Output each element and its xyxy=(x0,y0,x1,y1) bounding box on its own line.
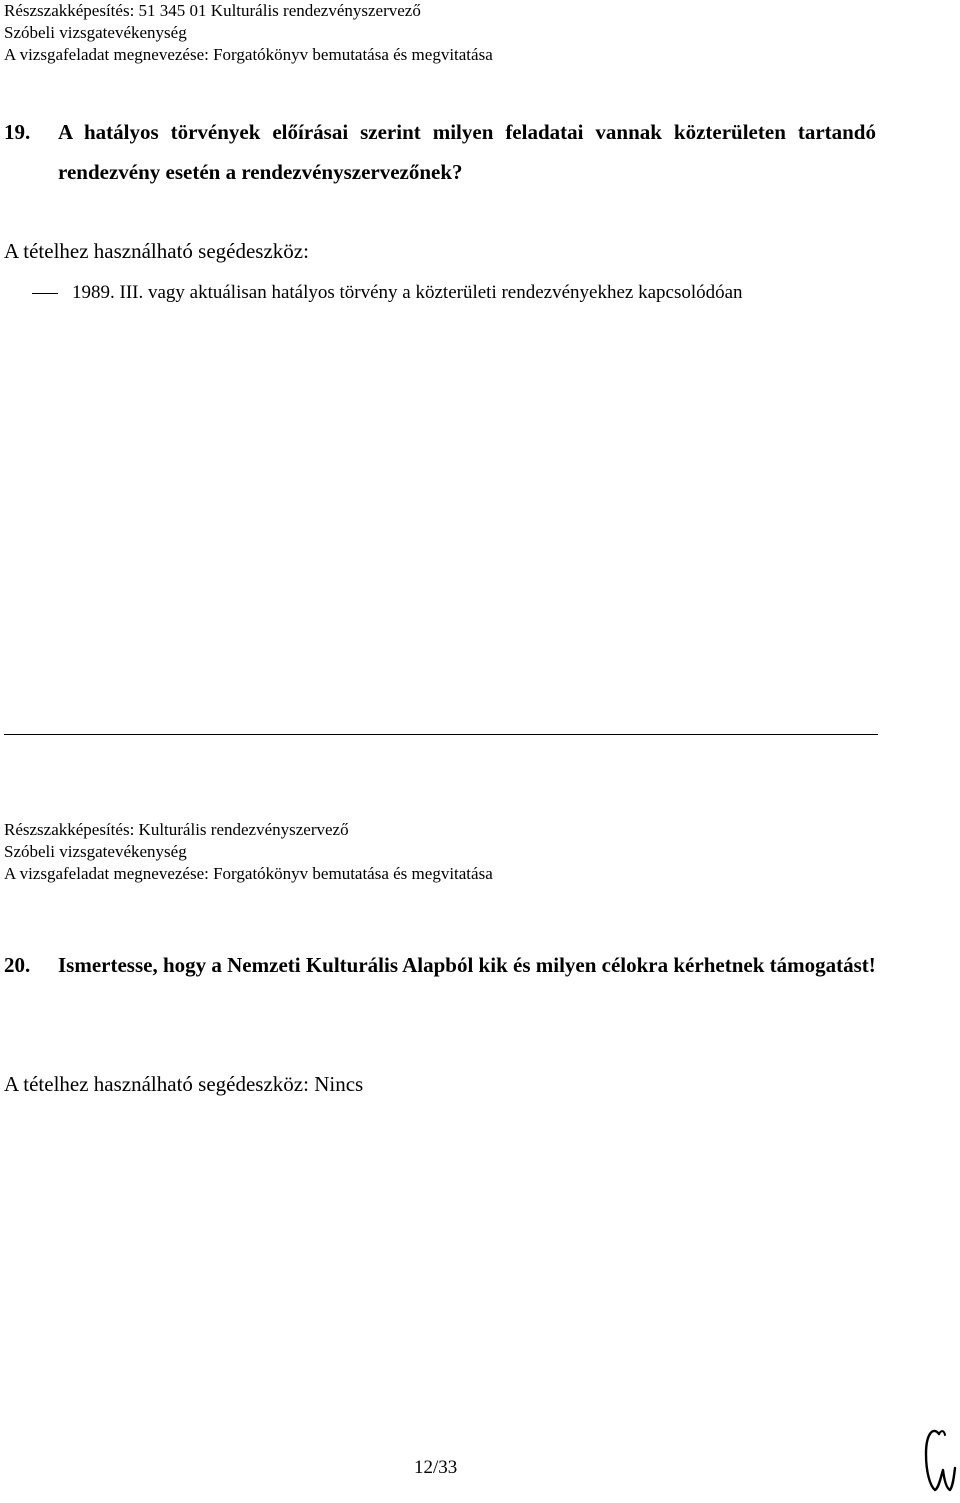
question-19-aid-label: A tételhez használható segédeszköz: xyxy=(4,239,309,263)
question-19-aid-item xyxy=(32,282,743,304)
question-19-aid-text: 1989. III. vagy aktuálisan hatályos törvény a közterületi rendezvényekhez kapcsolódóan xyxy=(72,282,743,303)
header-activity-2: Szóbeli vizsgatevékenység xyxy=(4,842,187,861)
page-number: 12/33 xyxy=(414,1457,458,1478)
signature-mark xyxy=(918,1418,958,1498)
header-qualification: Részszakképesítés: 51 345 01 Kulturális rendezvényszervező xyxy=(4,1,421,20)
header-activity: Szóbeli vizsgatevékenység xyxy=(4,23,187,42)
section-divider xyxy=(4,734,878,735)
dash-bullet xyxy=(32,293,58,294)
header-task-name: A vizsgafeladat megnevezése: Forgatókönyv bemutatása és megvitatása xyxy=(4,45,493,64)
question-19-number: 19. xyxy=(4,120,31,144)
question-19-text: A hatályos törvények előírásai szerint milyen feladatai vannak közterületen tartandó rendezvény esetén a rendezvényszervezőnek? xyxy=(58,120,876,184)
question-20-text: Ismertesse, hogy a Nemzeti Kulturális Alapból kik és milyen célokra kérhetnek támogatást! xyxy=(58,953,876,977)
question-20-aid xyxy=(4,1072,363,1097)
header-qualification-2: Részszakképesítés: Kulturális rendezvényszervező xyxy=(4,820,349,839)
header-task-name-2: A vizsgafeladat megnevezése: Forgatókönyv bemutatása és megvitatása xyxy=(4,864,493,883)
question-20-number: 20. xyxy=(4,953,31,977)
question-20-aid-value: : Nincs xyxy=(303,1072,364,1096)
question-20-aid-label: A tételhez használható segédeszköz xyxy=(4,1072,304,1096)
